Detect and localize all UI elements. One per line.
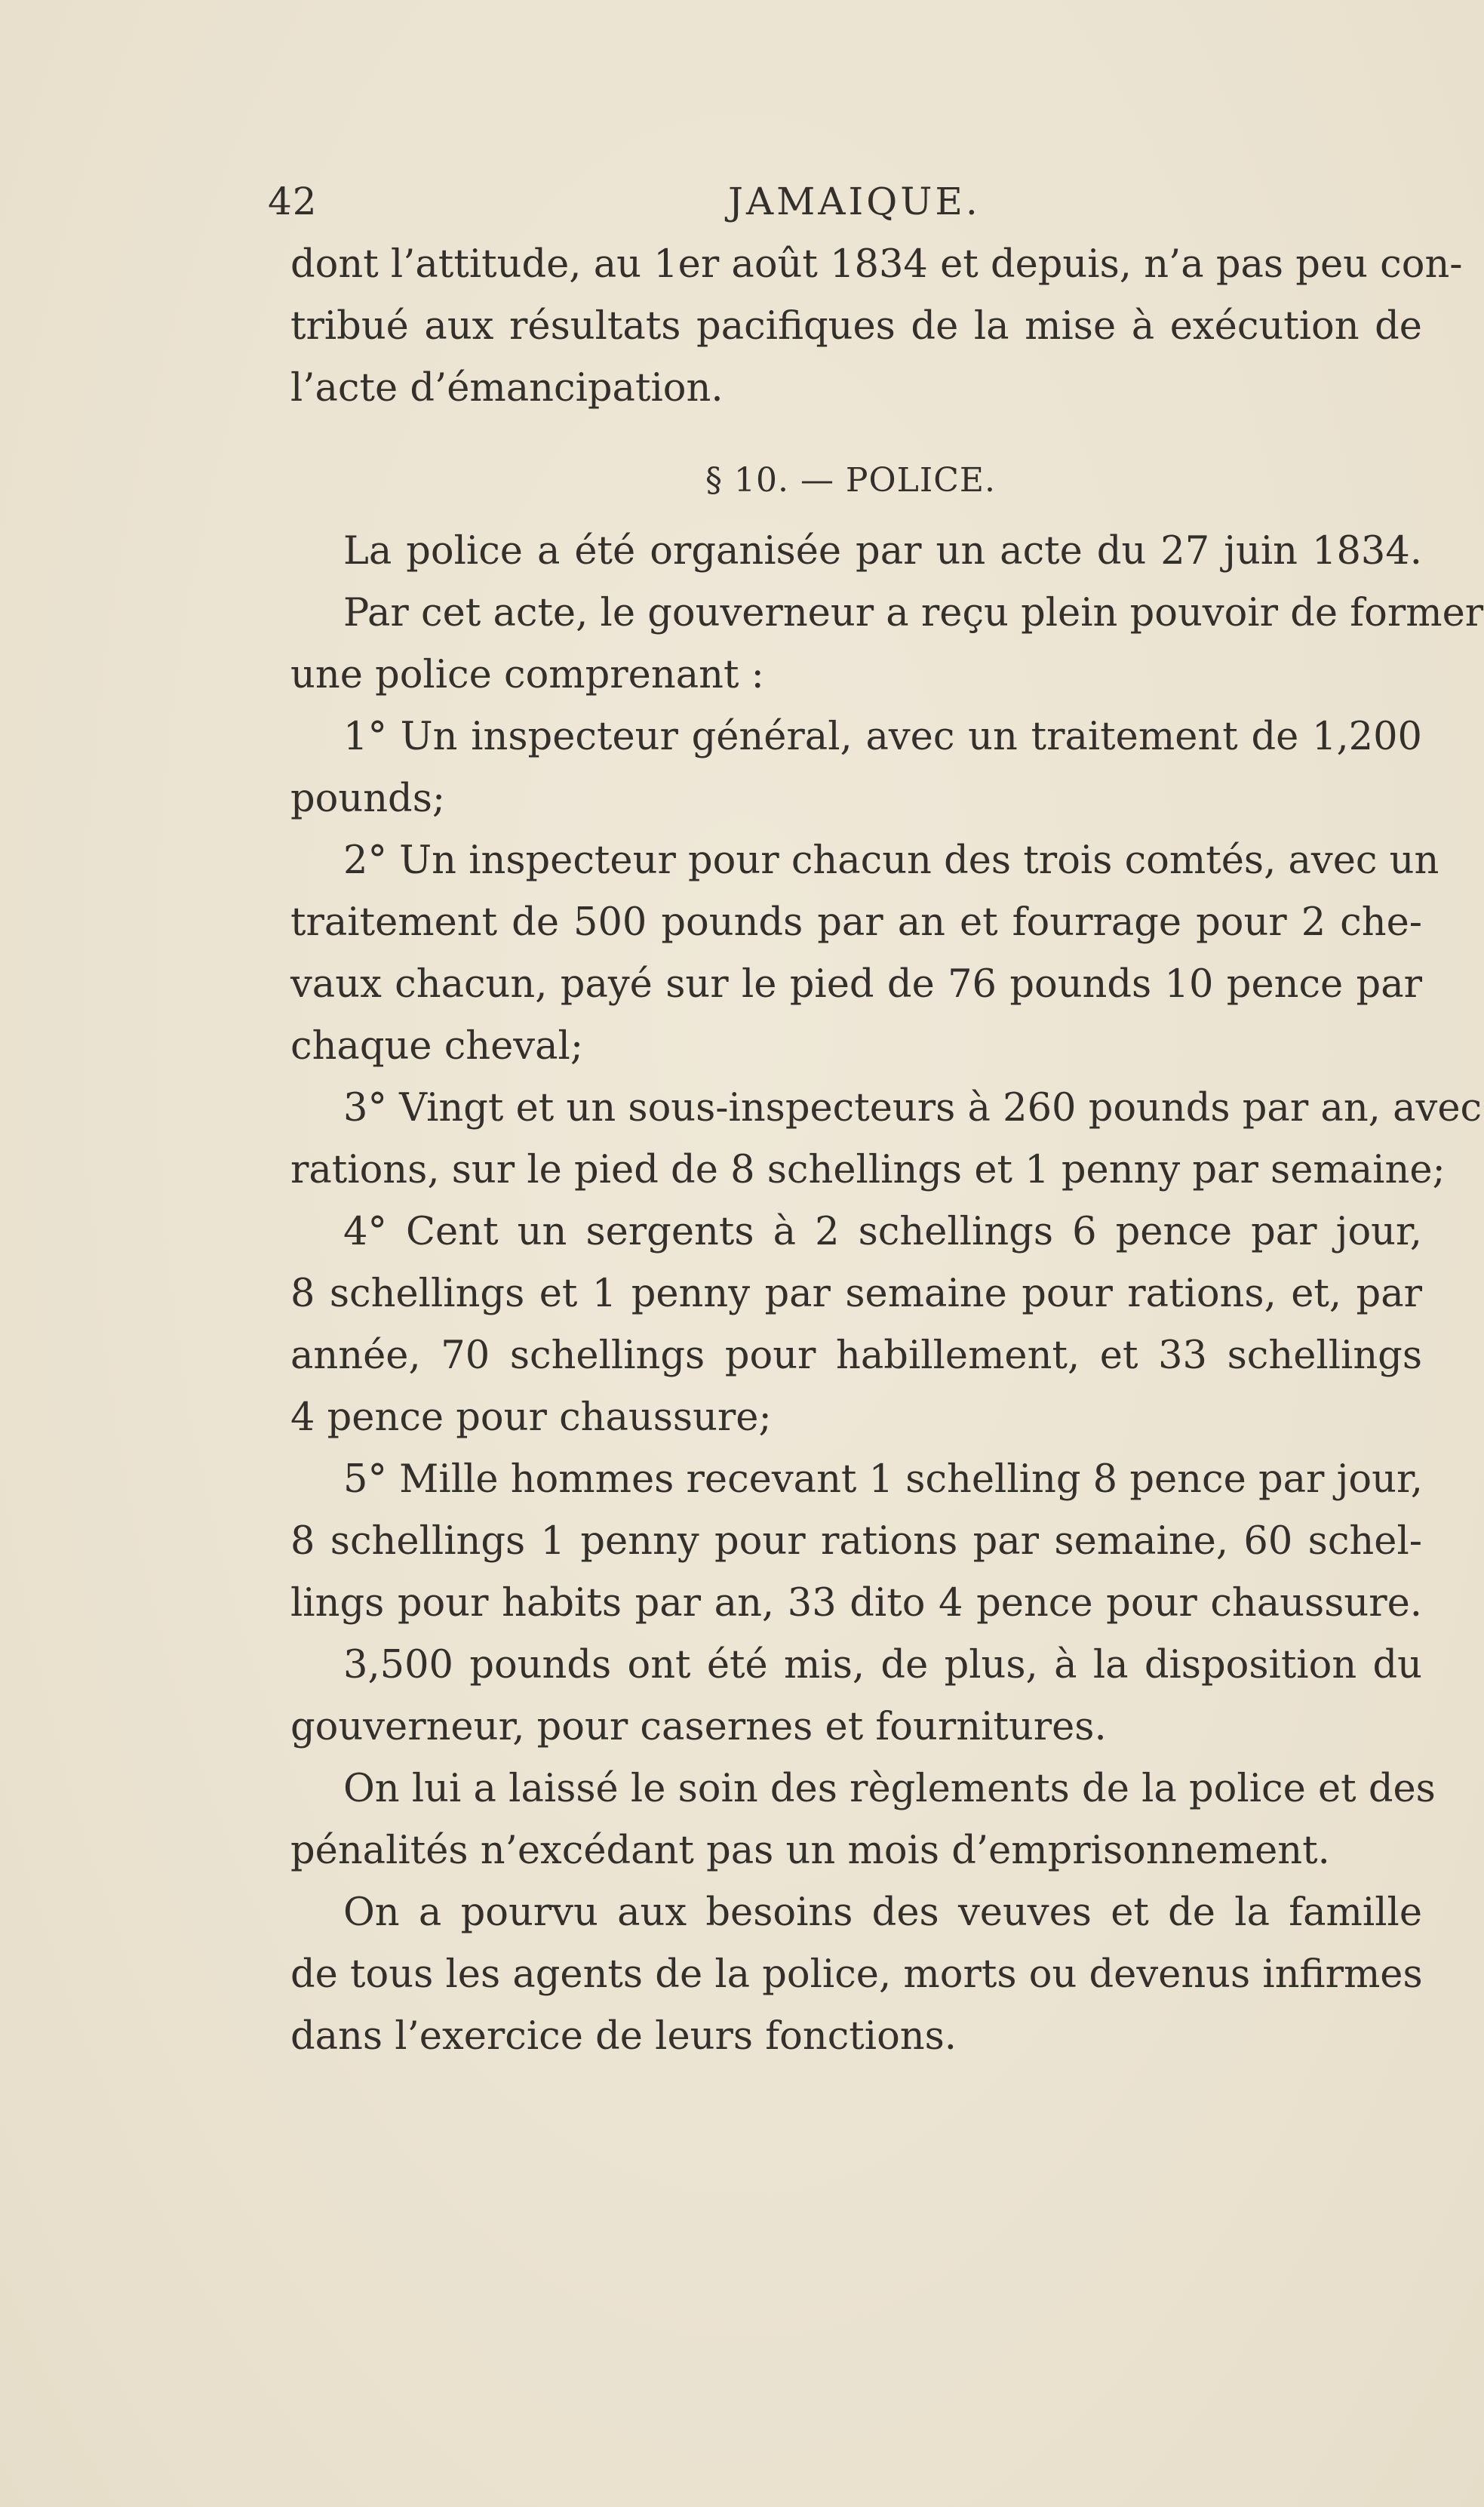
text-line: pounds; [290,777,446,821]
text-line: gouverneur, pour casernes et fournitures. [290,1705,1107,1749]
text-line: 5° Mille hommes recevant 1 schelling 8 pence par jour, [343,1457,1423,1502]
running-title: JAMAIQUE. [728,180,981,223]
text-line: 3° Vingt et un sous-inspecteurs à 260 pounds par an, avec [343,1086,1482,1130]
text-line: dont l’attitude, au 1er août 1834 et depuis, n’a pas peu con- [290,242,1463,287]
text-line: 8 schellings 1 penny pour rations par semaine, 60 schel- [290,1519,1422,1564]
text-line: chaque cheval; [290,1024,584,1069]
text-line: Par cet acte, le gouverneur a reçu plein pouvoir de former [343,591,1484,635]
text-line: lings pour habits par an, 33 dito 4 pence pour chaussure. [290,1581,1422,1626]
text-line: de tous les agents de la police, morts ou devenus infirmes [290,1952,1423,1997]
text-line: vaux chacun, payé sur le pied de 76 pounds 10 pence par [290,962,1422,1007]
text-line: dans l’exercice de leurs fonctions. [290,2014,957,2059]
page-header [268,180,1415,232]
text-line: l’acte d’émancipation. [290,366,724,411]
text-line: On lui a laissé le soin des règlements de la police et des [343,1767,1436,1811]
text-line: 1° Un inspecteur général, avec un traitement de 1,200 [343,715,1422,759]
text-line: 4° Cent un sergents à 2 schellings 6 pence par jour, [343,1210,1422,1254]
text-line: 8 schellings et 1 penny par semaine pour rations, et, par [290,1272,1422,1316]
text-line: On a pourvu aux besoins des veuves et de la famille [343,1890,1422,1935]
text-line: année, 70 schellings pour habillement, et 33 schellings [290,1333,1422,1378]
text-line: rations, sur le pied de 8 schellings et 1 penny par semaine; [290,1148,1446,1192]
text-line: pénalités n’excédant pas un mois d’emprisonnement. [290,1829,1330,1873]
page-number: 42 [268,180,318,223]
body-text [290,234,1484,2068]
text-line: 2° Un inspecteur pour chacun des trois comtés, avec un [343,838,1439,883]
text-line: La police a été organisée par un acte du 27 juin 1834. [343,529,1422,574]
text-line: 3,500 pounds ont été mis, de plus, à la disposition du [343,1643,1422,1687]
text-line: tribué aux résultats pacifiques de la mise à exécution de [290,304,1422,349]
section-heading: § 10. — POLICE. [705,461,996,500]
text-line: 4 pence pour chaussure; [290,1395,772,1440]
text-line: une police comprenant : [290,653,764,697]
text-line: traitement de 500 pounds par an et fourrage pour 2 che- [290,900,1422,945]
